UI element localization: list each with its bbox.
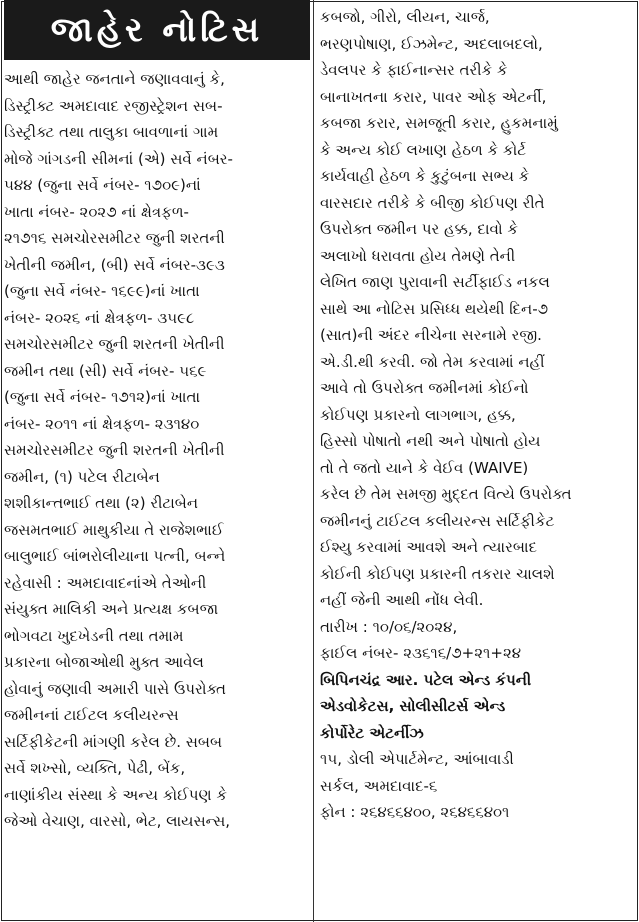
notice-title: જાહેર નોટિસ [4,0,310,60]
notice-line: મોજે ગાંગડની સીમનાં (એ) સર્વે નંબર- [4,149,233,168]
notice-line: કે અન્ય કોઈ લખાણ હેઠળ કે કોર્ટ [320,140,526,159]
notice-line: સમચોરસમીટર જુની શરતની ખેતીની [4,335,225,353]
left-text-block [4,66,233,835]
notice-line: હિસ્સો પોષાતો નથી અને પોષાતો હોય [320,432,541,450]
notice-line: જમીનનું ટાઈટલ કલીયરન્સ સર્ટિફીકેટ [320,511,555,530]
notice-line: રહેવાસી : અમદાવાદનાંએ તેઓની [4,573,207,592]
notice-line: પ્રકારના બોજાઓથી મુક્ત આવેલ [4,653,204,671]
notice-line: સર્કલ, અમદાવાદ-૬ [320,776,438,795]
notice-line: ૫૪૪ (જુના સર્વે નંબર- ૧૭૦૯)નાં [4,176,201,194]
column-divider [313,0,314,922]
notice-line: સંયુક્ત માલિકી અને પ્રત્યક્ષ કબજા [4,600,219,618]
notice-line: લેખિત જાણ પુરાવાની સર્ટીફાઈડ નકલ [320,273,550,291]
notice-line: બિપિનચંદ્ર આર. પટેલ એન્ડ કંપની [320,670,532,689]
notice-line: ખેતીની જમીન, (બી) સર્વે નંબર-૩૯૩ [4,255,225,274]
notice-line: આવે તો ઉપરોક્ત જમીનમાં કોઈનો [320,379,529,397]
notice-line: ફોન : ૨૬૪૬૬૪૦૦, ૨૬૪૬૬૪૦૧ [320,803,510,821]
notice-line: ઈશ્યુ કરવામાં આવશે અને ત્યારબાદ [320,538,537,556]
notice-line: નાણાંકીય સંસ્થા કે અન્ય કોઈપણ કે [4,785,227,804]
notice-line: કબજો, ગીરો, લીયન, ચાર્જ, [320,8,490,26]
notice-line: જમીનનાં ટાઈટલ કલીયરન્સ [4,706,179,724]
notice-line: ખાતા નંબર- ૨૦૨૭ નાં ક્ષેત્રફળ- [4,202,189,221]
notice-line: (જુના સર્વે નંબર- ૧૬૯૯)નાં ખાતા [4,282,200,300]
notice-line: સર્ટિફીકેટની માંગણી કરેલ છે. સબબ [4,732,223,751]
notice-line: (જુના સર્વે નંબર- ૧૭૧૨)નાં ખાતા [4,388,201,406]
notice-line: ફાઈલ નંબર- ૨૩૬૧૬/૭+૨૧+૨૪ [320,644,522,662]
notice-line: તો તે જતો યાને કે વેઈવ (WAIVE) [320,458,529,477]
notice-line: સાથે આ નોટિસ પ્રસિધ્ધ થયેથી દિન-૭ [320,299,549,318]
notice-line: વારસદાર તરીકે કે બીજી કોઈપણ રીતે [320,193,545,212]
notice-line: સમચોરસમીટર જુની શરતની ખેતીની [4,441,225,459]
notice-line: કરેલ છે તેમ સમજી મુદ્દત વિત્યે ઉપરોક્ત [320,485,572,503]
notice-line: એ.ડી.થી કરવી. જો તેમ કરવામાં નહીં [320,352,545,371]
right-text-block [320,4,572,826]
notice-line: જમીન, (૧) પટેલ રીટાબેન [4,467,160,486]
notice-line: નંબર- ૨૦૧૧ નાં ક્ષેત્રફળ- ૨૩૧૪૦ [4,414,200,433]
notice-line: (સાત)ની અંદર નીચેના સરનામે રજી. [320,326,542,344]
notice-line: અલાખો ધરાવતા હોય તેમણે તેની [320,246,516,265]
notice-line: બાનાખતના કરાર, પાવર ઓફ એટર્ની, [320,87,547,106]
notice-line: કબજા કરાર, સમજૂતી કરાર, હુકમનામું [320,114,558,132]
notice-line: એડવોકેટસ, સોલીસીટર્સ એન્ડ [320,697,506,715]
notice-line: ૧૫, ડોલી એપાર્ટમેન્ટ, આંબાવાડી [320,750,514,768]
notice-line: ભોગવટા ખુદખેડની તથા તમામ [4,626,184,645]
notice-line: હોવાનું જણાવી અમારી પાસે ઉપરોક્ત [4,679,226,698]
notice-line: જમીન તથા (સી) સર્વે નંબર- ૫૬૯ [4,361,207,380]
notice-line: કાર્યવાહી હેઠળ કે કુટુંબના સભ્ય કે [320,167,530,185]
notice-line: ડિસ્ટ્રીક્ટ તથા તાલુકા બાવળાનાં ગામ [4,123,219,141]
notice-line: આથી જાહેર જનતાને જણાવવાનું કે, [4,70,225,88]
notice-line: નહીં જેની આથી નોંધ લેવી. [320,591,484,609]
notice-line: ઉપરોક્ત જમીન પર હક્ક, દાવો કે [320,220,518,238]
notice-line: ડેવલપર કે ફાઈનાન્સર તરીકે કે [320,61,508,79]
notice-line: કોઈની કોઈપણ પ્રકારની તકરાર ચાલશે [320,564,555,583]
notice-line: તારીખ : ૧૦/૦૬/૨૦૨૪, [320,617,458,636]
notice-line: સર્વે શખ્સો, વ્યક્તિ, પેઢી, બેંક, [4,759,186,777]
notice-line: કોર્પોરેટ એટર્નીઝ [320,723,424,742]
notice-line: જેઓ વેચાણ, વારસો, ભેટ, લાયસન્સ, [4,812,231,830]
notice-line: જસમતભાઈ માથુકીયા તે રાજેશભાઈ [4,520,224,539]
notice-line: ભરણપોષાણ, ઈઝમેન્ટ, અદલાબદલો, [320,34,543,53]
notice-line: કોઈપણ પ્રકારનો લાગભાગ, હક્ક, [320,405,516,424]
notice-line: ૨૧૭૧૬ સમચોરસમીટર જુની શરતની [4,229,225,247]
notice-line: શશીકાન્તભાઈ તથા (૨) રીટાબેન [4,494,199,512]
notice-line: બાલુભાઈ બાંભરોલીયાના પત્ની, બન્ને [4,547,226,565]
notice-line: ડિસ્ટ્રીક્ટ અમદાવાદ રજીસ્ટ્રેશન સબ- [4,96,223,115]
notice-line: નંબર- ૨૦૨૬ નાં ક્ષેત્રફળ- ૩૫૯૮ [4,308,195,327]
